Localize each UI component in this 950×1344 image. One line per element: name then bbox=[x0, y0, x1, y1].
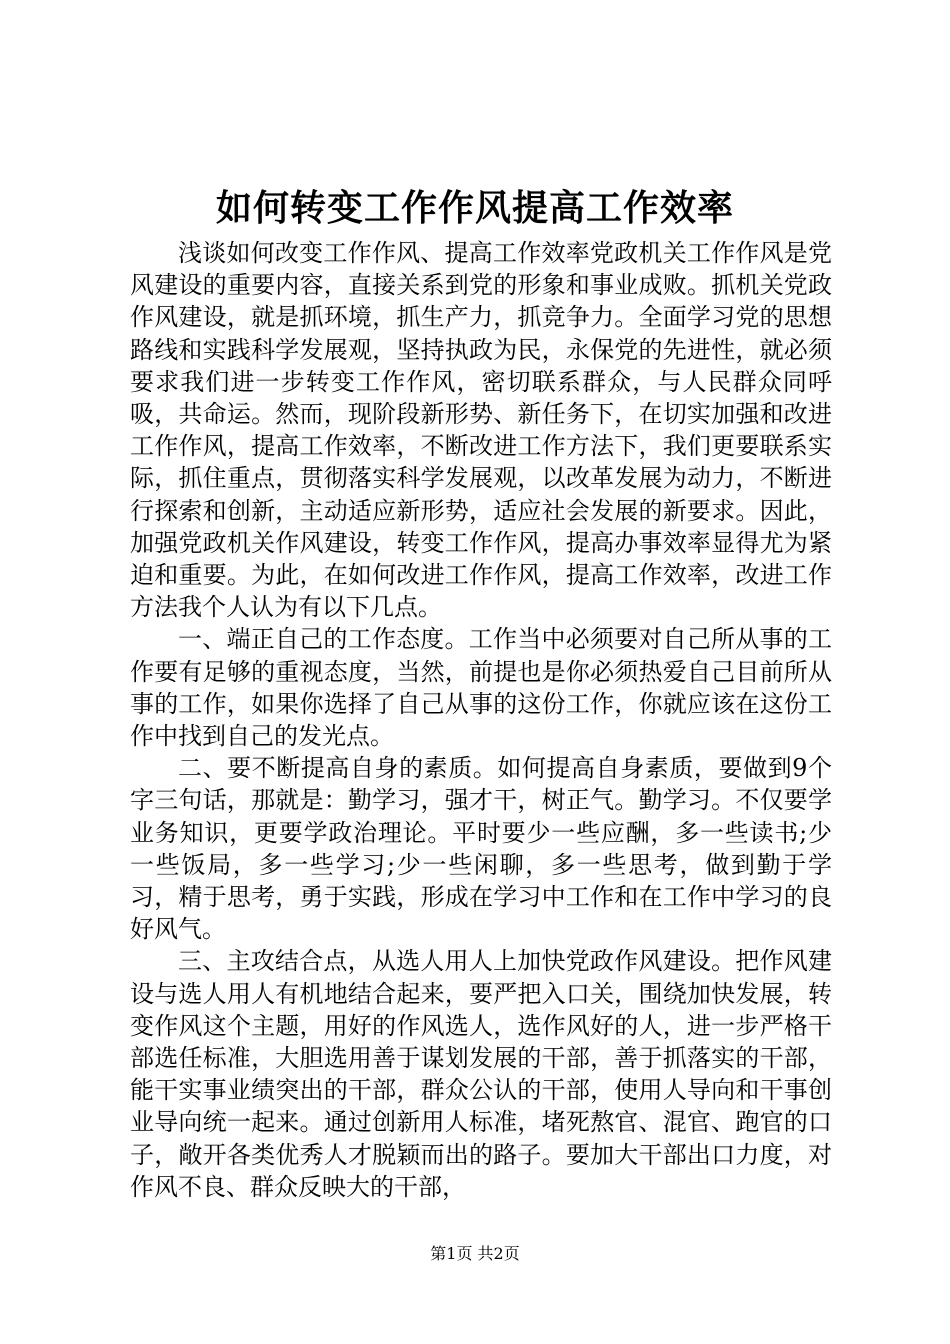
paragraph-point-2: 二、要不断提高自身的素质。如何提高自身素质，要做到9个字三句话，那就是：勤学习，强才干，树正气。勤学习。不仅要学业务知识，更要学政治理论。平时要少一些应酬，多一些读书;少一些饭局，多一些学习;少一些闲聊，多一些思考，做到勤于学习，精于思考，勇于实践，形成在学习中工作和在工作中学习的良好风气。 bbox=[130, 754, 832, 944]
page-number-footer: 第1页 共2页 bbox=[430, 1244, 520, 1263]
paragraph-point-1: 一、端正自己的工作态度。工作当中必须要对自己所从事的工作要有足够的重视态度，当然，前提也是你必须热爱自己目前所从事的工作，如果你选择了自己从事的这份工作，你就应该在这份工作中找到自己的发光点。 bbox=[130, 625, 832, 751]
document-body bbox=[130, 237, 832, 1203]
paragraph-intro: 浅谈如何改变工作作风、提高工作效率党政机关工作作风是党风建设的重要内容，直接关系到党的形象和事业成败。抓机关党政作风建设，就是抓环境，抓生产力，抓竞争力。全面学习党的思想路线和实践科学发展观，坚持执政为民，永保党的先进性，就必须要求我们进一步转变工作作风，密切联系群众，与人民群众同呼吸，共命运。然而，现阶段新形势、新任务下，在切实加强和改进工作作风，提高工作效率，不断改进工作方法下，我们更要联系实际，抓住重点，贯彻落实科学发展观，以改革发展为动力，不断进行探索和创新，主动适应新形势，适应社会发展的新要求。因此，加强党政机关作风建设，转变工作作风，提高办事效率显得尤为紧迫和重要。为此，在如何改进工作作风，提高工作效率，改进工作方法我个人认为有以下几点。 bbox=[130, 239, 832, 622]
page-title: 如何转变工作作风提高工作效率 bbox=[215, 187, 734, 229]
paragraph-point-3: 三、主攻结合点，从选人用人上加快党政作风建设。把作风建设与选人用人有机地结合起来，要严把入口关，围绕加快发展，转变作风这个主题，用好的作风选人，选作风好的人，进一步严格干部选任标准，大胆选用善于谋划发展的干部，善于抓落实的干部，能干实事业绩突出的干部，群众公认的干部，使用人导向和干事创业导向统一起来。通过创新用人标准，堵死熬官、混官、跑官的口子，敞开各类优秀人才脱颖而出的路子。要加大干部出口力度，对作风不良、群众反映大的干部， bbox=[130, 947, 832, 1201]
